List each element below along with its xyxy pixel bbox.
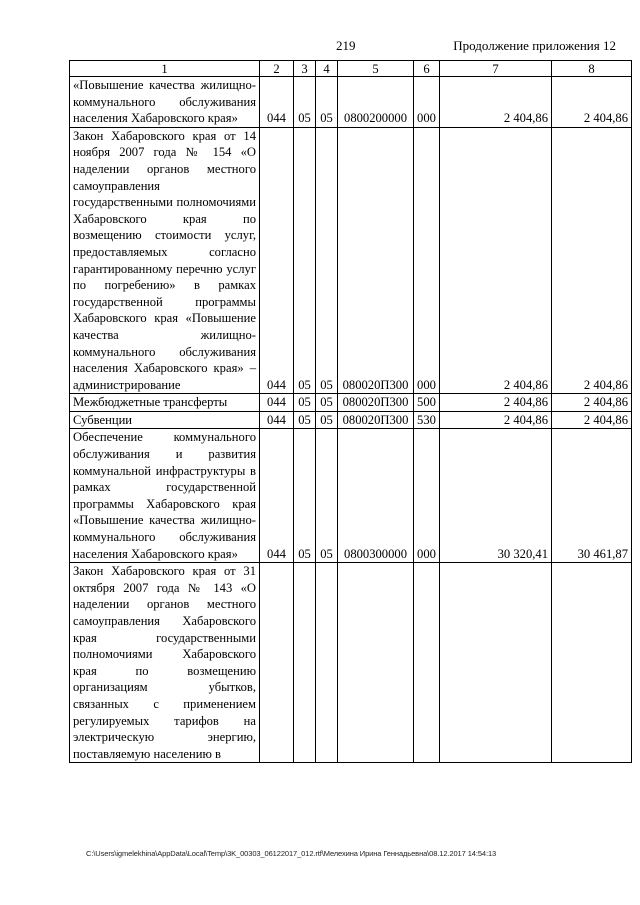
code-ministry: 044 [260,77,294,128]
table-row [70,429,632,563]
amount-year-2 [552,563,632,763]
code-ministry: 044 [260,127,294,394]
table-row [70,77,632,128]
code-expense-type: 000 [414,77,440,128]
code-target: 080020П300 [338,394,414,412]
row-name: «Повышение качества жилищно-коммунального обслуживания населения Хабаровского края» [70,77,260,128]
row-name: Межбюджетные трансферты [70,394,260,412]
row-name: Закон Хабаровского края от 31 октября 2007 года № 143 «О наделении органов местного самоуправления Хабаровского края государственными полномочиями Хабаровского края по возмещению организациям убытков, связанных с применением регулируемых тарифов на электрическую энергию, поставляемую населению в [70,563,260,763]
code-subsection: 05 [316,127,338,394]
row-name: Обеспечение коммунального обслуживания и развития коммунальной инфраструктуры в рамках государственной программы Хабаровского края «Повышение качества жилищно-коммунального обслуживания населения Хабаровского края» [70,429,260,563]
table-row [70,394,632,412]
column-header: 2 [260,61,294,77]
page-number: 219 [336,38,356,53]
amount-year-1: 2 404,86 [440,411,552,429]
code-section: 05 [294,411,316,429]
code-subsection: 05 [316,429,338,563]
column-header: 6 [414,61,440,77]
code-expense-type: 530 [414,411,440,429]
code-ministry: 044 [260,411,294,429]
table-row [70,127,632,394]
code-expense-type: 000 [414,127,440,394]
code-section [294,563,316,763]
code-target [338,563,414,763]
code-subsection: 05 [316,77,338,128]
column-header: 7 [440,61,552,77]
amount-year-2: 2 404,86 [552,411,632,429]
amount-year-1: 30 320,41 [440,429,552,563]
column-header: 5 [338,61,414,77]
code-target: 0800300000 [338,429,414,563]
code-ministry [260,563,294,763]
column-header: 3 [294,61,316,77]
code-subsection: 05 [316,411,338,429]
amount-year-2: 2 404,86 [552,394,632,412]
code-expense-type: 000 [414,429,440,563]
code-expense-type [414,563,440,763]
code-section: 05 [294,394,316,412]
column-header: 4 [316,61,338,77]
amount-year-1 [440,563,552,763]
code-ministry: 044 [260,394,294,412]
continuation-label: Продолжение приложения 12 [453,38,616,53]
amount-year-1: 2 404,86 [440,77,552,128]
code-target: 0800200000 [338,77,414,128]
code-target: 080020П300 [338,411,414,429]
amount-year-1: 2 404,86 [440,127,552,394]
code-expense-type: 500 [414,394,440,412]
amount-year-1: 2 404,86 [440,394,552,412]
document-footer-path: C:\Users\igmelekhina\AppData\Local\Temp\3K_00303_06122017_012.rtf\Мелехина Ирина Геннадьевна\08.12.2017 14:54:13 [86,849,497,858]
code-section: 05 [294,77,316,128]
table-row [70,411,632,429]
code-subsection [316,563,338,763]
table-header-row [70,61,632,77]
amount-year-2: 2 404,86 [552,77,632,128]
budget-table [69,60,632,763]
column-header: 8 [552,61,632,77]
code-section: 05 [294,429,316,563]
amount-year-2: 30 461,87 [552,429,632,563]
column-header: 1 [70,61,260,77]
code-subsection: 05 [316,394,338,412]
amount-year-2: 2 404,86 [552,127,632,394]
table-row [70,563,632,763]
row-name: Закон Хабаровского края от 14 ноября 2007 года № 154 «О наделении органов местного самоуправления государственными полномочиями Хабаровского края по возмещению стоимости услуг, предоставляемых согласно гарантированному перечню услуг по погребению» в рамках государственной программы Хабаровского края «Повышение качества жилищно-коммунального обслуживания населения Хабаровского края» – администрирование [70,127,260,394]
code-section: 05 [294,127,316,394]
row-name: Субвенции [70,411,260,429]
code-target: 080020П300 [338,127,414,394]
code-ministry: 044 [260,429,294,563]
